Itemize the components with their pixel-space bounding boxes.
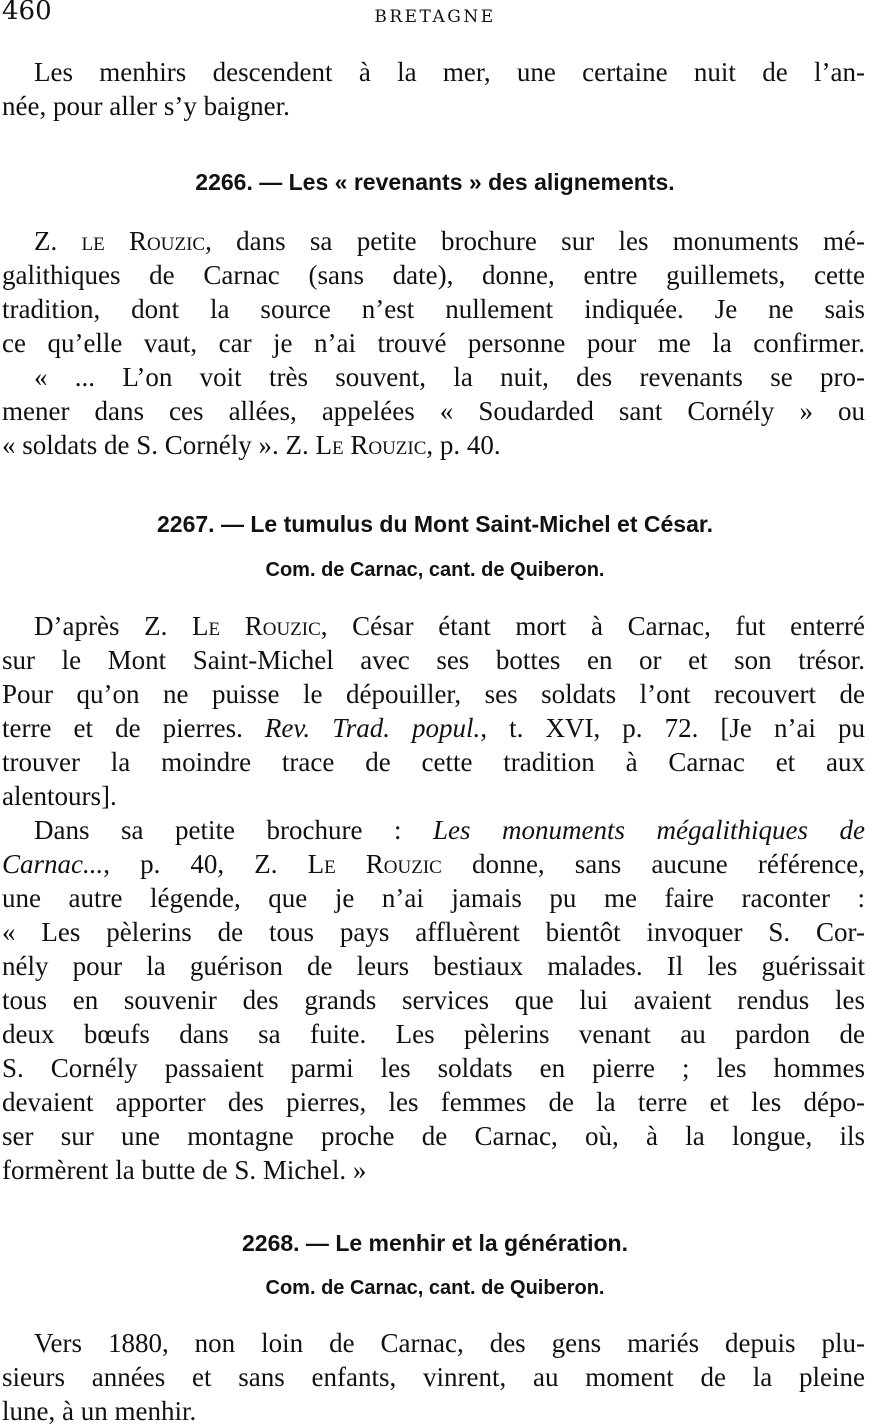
section-heading-2268: 2268. — Le menhir et la génération. (241, 1230, 628, 1256)
text-line: « Les pèlerins de tous pays affluèrent bientôt invoquer S. Cor- (2, 917, 865, 947)
text-line: lune, à un menhir. (2, 1396, 197, 1426)
text-line: alentours]. (2, 781, 117, 811)
section-location: Com. de Carnac, cant. de Quiberon. (265, 1277, 605, 1299)
text-line: Carnac..., p. 40, Z. Le Rouzic donne, sans aucune référence, (2, 849, 866, 879)
text-line: ce qu’elle vaut, car je n’ai trouvé personne pour me la confirmer. (2, 328, 865, 358)
author-name: Le Rouzic (307, 849, 442, 879)
text-line: née, pour aller s’y baigner. (2, 91, 290, 121)
text-line: deux bœufs dans sa fuite. Les pèlerins venant au pardon de (2, 1019, 865, 1049)
text-line: trouver la moindre trace de cette tradition à Carnac et aux (2, 747, 865, 777)
journal-title: Rev. Trad. popul. (264, 713, 481, 743)
section-location: Com. de Carnac, cant. de Quiberon. (265, 559, 605, 581)
text-line: Les menhirs descendent à la mer, une certaine nuit de l’an- (34, 57, 865, 87)
page-header (0, 0, 870, 40)
text-line: « soldats de S. Cornély ». Z. Le Rouzic, p. 40. (2, 430, 501, 460)
text-line: tous en souvenir des grands services que lui avaient rendus les (2, 985, 865, 1015)
section-heading-2267: 2267. — Le tumulus du Mont Saint-Michel et César. (157, 511, 713, 537)
author-name: Le Rouzic (191, 611, 321, 641)
text-line: Z. le Rouzic, dans sa petite brochure sur les monuments mé- (34, 226, 866, 256)
text-line: Vers 1880, non loin de Carnac, des gens mariés depuis plu- (34, 1328, 865, 1358)
text-line: Pour qu’on ne puisse le dépouiller, ses soldats l’ont recouvert de (2, 679, 865, 709)
book-title: Carnac... (2, 849, 104, 879)
text-line: devaient apporter des pierres, les femmes de la terre et les dépo- (2, 1087, 865, 1117)
text-line: sur le Mont Saint-Michel avec ses bottes en or et son trésor. (2, 645, 865, 675)
author-name: le Rouzic (81, 226, 206, 256)
text-line: tradition, dont la source n’est nullement indiquée. Je ne sais (2, 294, 865, 324)
author-name: Le Rouzic (315, 430, 427, 460)
book-title: Les monuments mégalithiques de (432, 815, 865, 845)
text-line: sieurs années et sans enfants, vinrent, au moment de la pleine (2, 1362, 865, 1392)
text-line: D’après Z. Le Rouzic, César étant mort à Carnac, fut enterré (34, 611, 866, 641)
text-line: Dans sa petite brochure : Les monuments mégalithiques de (34, 815, 865, 845)
text-line: mener dans ces allées, appelées « Soudarded sant Cornély » ou (2, 396, 865, 426)
text-line: une autre légende, que je n’ai jamais pu me faire raconter : (2, 883, 865, 913)
section-heading-2266: 2266. — Les « revenants » des alignements. (195, 169, 675, 195)
text-line: S. Cornély passaient parmi les soldats en pierre ; les hommes (2, 1053, 865, 1083)
text-line: « ... L’on voit très souvent, la nuit, des revenants se pro- (34, 362, 865, 392)
text-line: formèrent la butte de S. Michel. » (2, 1155, 367, 1185)
text-line: terre et de pierres. Rev. Trad. popul., t. XVI, p. 72. [Je n’ai pu (2, 713, 865, 743)
running-title: BRETAGNE (374, 7, 496, 27)
text-line: nély pour la guérison de leurs bestiaux malades. Il les guérissait (2, 951, 865, 981)
text-line: ser sur une montagne proche de Carnac, où, à la longue, ils (2, 1121, 865, 1151)
text-line: galithiques de Carnac (sans date), donne, entre guillemets, cette (2, 260, 865, 290)
page-number: 460 (2, 0, 52, 26)
